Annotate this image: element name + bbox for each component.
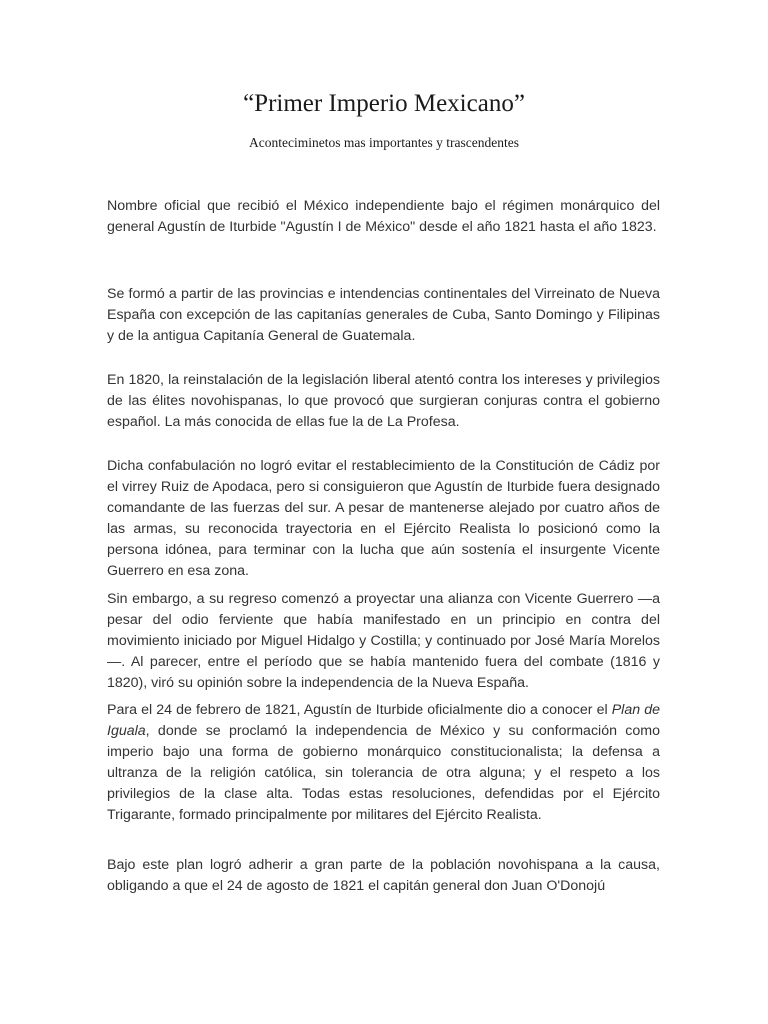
paragraph-5 (107, 589, 660, 694)
paragraph-6-after: , donde se proclamó la independencia de México y su conformación como imperio bajo una forma de gobierno monárquico constitucionalista; la defensa a ultranza de la religión católica, sin tolerancia de otra alguna; y el respeto a los privilegios de la clase alta. Todas estas resoluciones, defendidas por el Ejército Trigarante, formado principalmente por militares del Ejército Realista. (107, 723, 660, 823)
paragraph-2-text: Se formó a partir de las provincias e intendencias continentales del Virreinato de Nueva España con excepción de las capitanías generales de Cuba, Santo Domingo y Filipinas y de la antigua Capitanía General de Guatemala. (107, 286, 660, 344)
paragraph-7-text: Bajo este plan logró adherir a gran parte de la población novohispana a la causa, obligando a que el 24 de agosto de 1821 el capitán general don Juan O'Donojú (107, 857, 660, 894)
paragraph-7 (107, 855, 660, 897)
paragraph-4-text: Dicha confabulación no logró evitar el restablecimiento de la Constitución de Cádiz por el virrey Ruiz de Apodaca, pero si consiguieron que Agustín de Iturbide fuera designado comandante de las fuerzas del sur. A pesar de mantenerse alejado por cuatro años de las armas, su reconocida trayectoria en el Ejército Realista lo posicionó como la persona idónea, para terminar con la lucha que aún sostenía el insurgente Vicente Guerrero en esa zona. (107, 458, 660, 579)
paragraph-5-text: Sin embargo, a su regreso comenzó a proyectar una alianza con Vicente Guerrero —a pesar del odio ferviente que había manifestado en un principio en contra del movimiento iniciado por Miguel Hidalgo y Costilla; y continuado por José María Morelos—. Al parecer, entre el período que se había mantenido fuera del combate (1816 y 1820), viró su opinión sobre la independencia de la Nueva España. (107, 591, 660, 691)
paragraph-4 (107, 456, 660, 582)
plan-de-iguala-italic: Plan de Iguala (107, 702, 660, 739)
document-title: “Primer Imperio Mexicano” (243, 90, 525, 117)
paragraph-3 (107, 370, 660, 433)
paragraph-6 (107, 700, 660, 826)
paragraph-6-before: Para el 24 de febrero de 1821, Agustín de Iturbide oficialmente dio a conocer el (107, 702, 612, 718)
paragraph-3-text: En 1820, la reinstalación de la legislación liberal atentó contra los intereses y privilegios de las élites novohispanas, lo que provocó que surgieran conjuras contra el gobierno español. La más conocida de ellas fue la de La Profesa. (107, 372, 660, 430)
paragraph-2 (107, 284, 660, 347)
paragraph-6-text (107, 700, 660, 826)
paragraph-1-text: Nombre oficial que recibió el México independiente bajo el régimen monárquico del general Agustín de Iturbide "Agustín I de México" desde el año 1821 hasta el año 1823. (107, 198, 660, 235)
document-subtitle: Aconteciminetos mas importantes y trascendentes (249, 135, 519, 150)
paragraph-1 (107, 196, 660, 238)
